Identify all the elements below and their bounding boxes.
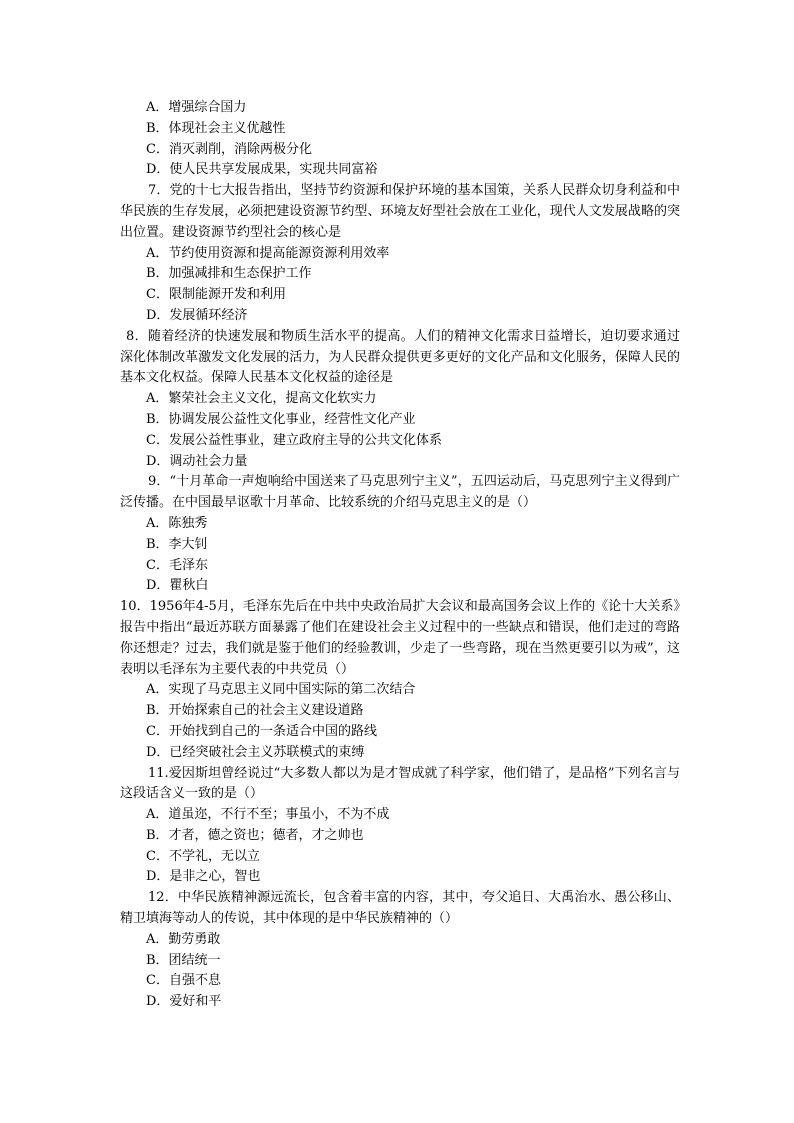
option-8a: A．繁荣社会主义文化，提高文化软实力 bbox=[146, 391, 377, 407]
question-10-stem: 10．1956年4-5月，毛泽东先后在中共中央政治局扩大会议和最高国务会议上作的《论十大关系》报告中指出“最近苏联方面暴露了他们在建设社会主义过程中的一些缺点和错误，他们走过的弯路你还想走？过去，我们就是鉴于他们的经验教训，少走了一些弯路，现在当然更要引以为戒”，这表明以毛泽东为主要代表的中共党员（） bbox=[120, 599, 680, 677]
option-12d: D．爱好和平 bbox=[146, 994, 222, 1010]
option-8d: D．调动社会力量 bbox=[146, 453, 248, 469]
question-10 bbox=[120, 597, 680, 763]
question-12-stem: 12．中华民族精神源远流长，包含着丰富的内容，其中，夸父追日、大禹治水、愚公移山、精卫填海等动人的传说，其中体现的是中华民族精神的（） bbox=[120, 890, 680, 927]
question-11-stem: 11.爱因斯坦曾经说过“大多数人都以为是才智成就了科学家，他们错了，是品格”下列名言与这段话含义一致的是（） bbox=[120, 765, 680, 802]
option-7c: C．限制能源开发和利用 bbox=[146, 287, 286, 303]
option-7a: A．节约使用资源和提高能源资源利用效率 bbox=[146, 245, 390, 261]
option-12c: C．自强不息 bbox=[146, 973, 221, 989]
option-10c: C．开始找到自己的一条适合中国的路线 bbox=[146, 723, 377, 739]
question-8 bbox=[120, 327, 680, 473]
option-9c: C．毛泽东 bbox=[146, 557, 208, 573]
question-9 bbox=[120, 472, 680, 597]
option-10d: D．已经突破社会主义苏联模式的束缚 bbox=[146, 744, 365, 760]
option-11a: A．道虽迩，不行不至；事虽小，不为不成 bbox=[146, 807, 390, 823]
question-9-stem: 9．“十月革命一声炮响给中国送来了马克思列宁主义”，五四运动后，马克思列宁主义得到广泛传播。在中国最早讴歌十月革命、比较系统的介绍马克思主义的是（） bbox=[120, 474, 680, 511]
options-12 bbox=[120, 930, 680, 1013]
option-10b: B．开始探索自己的社会主义建设道路 bbox=[146, 703, 364, 719]
options-6 bbox=[120, 98, 680, 181]
option-6d: D．使人民共享发展成果，实现共同富裕 bbox=[146, 162, 378, 178]
question-list bbox=[120, 98, 680, 1013]
option-6a: A．增强综合国力 bbox=[146, 100, 247, 115]
question-11 bbox=[120, 764, 680, 889]
option-8b: B．协调发展公益性文化事业，经营性文化产业 bbox=[146, 411, 416, 427]
option-6b: B．体现社会主义优越性 bbox=[146, 120, 286, 136]
options-11 bbox=[120, 805, 680, 888]
option-10a: A．实现了马克思主义同中国实际的第二次结合 bbox=[146, 682, 416, 698]
question-7-stem: 7．党的十七大报告指出，坚持节约资源和保护环境的基本国策，关系人民群众切身利益和中华民族的生存发展，必须把建设资源节约型、环境友好型社会放在工业化，现代人文发展战略的突出位置。建设资源节约型社会的核心是 bbox=[120, 183, 680, 240]
question-7 bbox=[120, 181, 680, 327]
option-12a: A．勤劳勇敢 bbox=[146, 931, 221, 947]
option-9a: A．陈独秀 bbox=[146, 515, 208, 531]
options-7 bbox=[120, 244, 680, 327]
options-8 bbox=[120, 389, 680, 472]
options-10 bbox=[120, 680, 680, 763]
question-6 bbox=[120, 98, 680, 181]
option-11d: D．是非之心，智也 bbox=[146, 869, 261, 885]
question-8-stem: 8．随着经济的快速发展和物质生活水平的提高。人们的精神文化需求日益增长，迫切要求通过深化体制改革激发文化发展的活力，为人民群众提供更多更好的文化产品和文化服务，保障人民的基本文化权益。保障人民基本文化权益的途径是 bbox=[120, 328, 680, 386]
option-11b: B．才者，德之资也；德者，才之帅也 bbox=[146, 827, 364, 843]
option-9b: B．李大钊 bbox=[146, 536, 208, 552]
question-12 bbox=[120, 888, 680, 1013]
option-7b: B．加强减排和生态保护工作 bbox=[146, 266, 312, 282]
option-11c: C．不学礼，无以立 bbox=[146, 848, 260, 864]
option-8c: C．发展公益性事业，建立政府主导的公共文化体系 bbox=[146, 432, 442, 448]
option-9d: D．瞿秋白 bbox=[146, 578, 209, 594]
option-7d: D．发展循环经济 bbox=[146, 307, 248, 323]
option-12b: B．团结统一 bbox=[146, 952, 221, 968]
options-9 bbox=[120, 514, 680, 597]
option-6c: C．消灭剥削，消除两极分化 bbox=[146, 141, 312, 157]
